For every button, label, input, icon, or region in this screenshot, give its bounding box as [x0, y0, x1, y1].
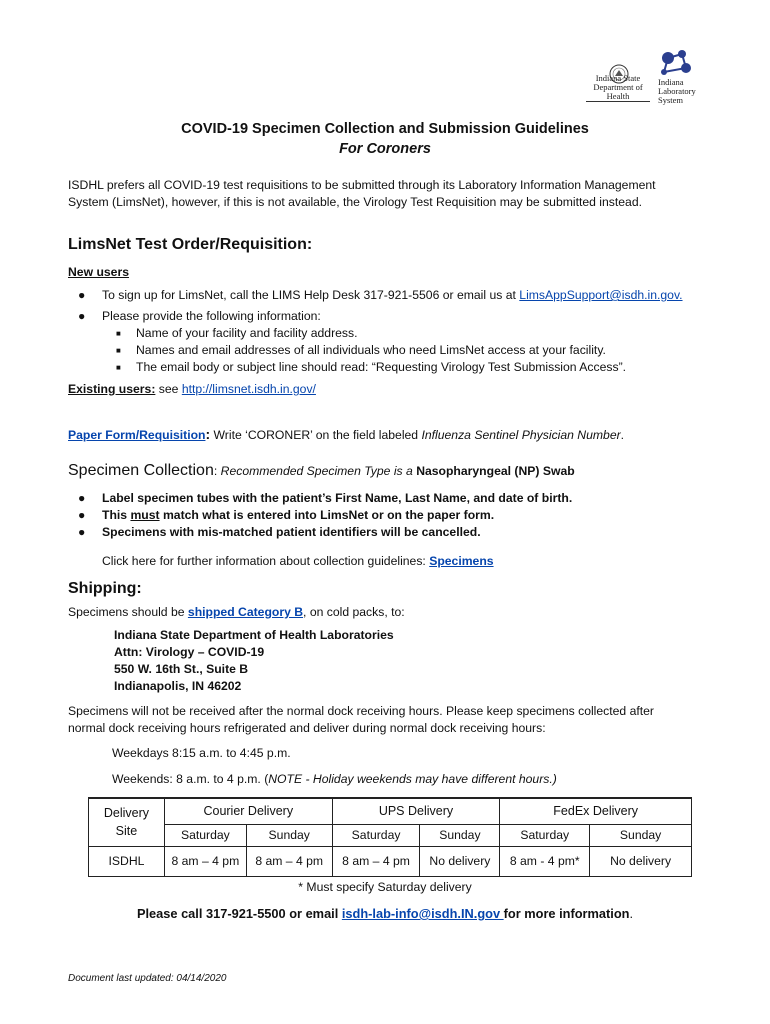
day-header: Saturday — [164, 824, 246, 846]
lab-logo-line3: System — [658, 95, 684, 105]
title-line1: COVID-19 Specimen Collection and Submission Guidelines — [181, 121, 589, 137]
day-header: Sunday — [420, 824, 500, 846]
last-updated-note: Document last updated: 04/14/2020 — [68, 973, 227, 984]
signup-text: To sign up for LimsNet, call the LIMS Help Desk 317-921-5506 or email us at — [102, 288, 520, 302]
delivery-schedule-table — [88, 797, 692, 877]
hours-line2: normal dock receiving hours refrigerated and deliver during normal dock receiving hours: — [68, 721, 546, 735]
list-item — [78, 308, 742, 325]
receiving-hours-paragraph — [68, 703, 728, 737]
shipping-text-a: Specimens should be — [68, 605, 188, 619]
intro-line2: System (LimsNet), however, if this is not available, the Virology Test Requisition may be submitted instead. — [68, 195, 642, 209]
intro-line1: ISDHL prefers all COVID-19 test requisitions to be submitted through its Laboratory Information Management — [68, 178, 656, 192]
title-line2: For Coroners — [339, 141, 431, 157]
weekends-hours-line — [112, 772, 557, 786]
bullet-icon: ● — [78, 309, 86, 323]
paper-form-link[interactable]: Paper Form/Requisition — [68, 428, 206, 442]
sub-item-text: The email body or subject line should read: “Requesting Virology Test Submission Access”. — [136, 360, 627, 374]
collection-colon: : — [213, 464, 221, 478]
list-item — [116, 325, 736, 342]
delivery-site-header-text: Delivery Site — [103, 806, 150, 839]
match-text-b: match what is entered into LimsNet or on the paper form. — [159, 508, 495, 522]
limsnet-url-link[interactable]: http://limsnet.isdh.in.gov/ — [181, 382, 316, 396]
lims-support-email-link[interactable]: LimsAppSupport@isdh.in.gov. — [519, 288, 683, 302]
collection-list — [78, 490, 742, 541]
list-item — [116, 359, 736, 376]
address-line: 550 W. 16th St., Suite B — [114, 662, 249, 676]
ups-header: UPS Delivery — [332, 798, 500, 824]
contact-text-a: Please call 317-921-5500 or email — [136, 906, 342, 921]
table-cell: 8 am – 4 pm — [332, 846, 420, 876]
new-users-label: New users — [68, 265, 129, 279]
list-item — [78, 507, 742, 524]
new-users-list — [78, 287, 742, 325]
list-item — [116, 342, 736, 359]
holiday-note: NOTE - Holiday weekends may have different hours.) — [268, 772, 557, 786]
table-cell: No delivery — [590, 846, 692, 876]
existing-users-label: Existing users: — [68, 382, 156, 396]
list-item — [78, 490, 742, 507]
label-tubes-text: Label specimen tubes with the patient’s First Name, Last Name, and date of birth. — [102, 491, 573, 505]
day-header: Saturday — [332, 824, 420, 846]
site-cell: ISDHL — [89, 846, 165, 876]
lab-logo-line1: Indiana — [658, 77, 684, 87]
table-header-row — [89, 798, 692, 824]
shipped-category-b-link[interactable]: shipped Category B — [187, 605, 304, 619]
bullet-icon: ● — [78, 491, 86, 505]
shipping-address — [114, 627, 394, 695]
table-footnote: * Must specify Saturday delivery — [298, 880, 472, 894]
square-bullet-icon: ■ — [116, 329, 121, 338]
paper-form-line — [68, 426, 624, 442]
address-line: Indianapolis, IN 46202 — [114, 679, 242, 693]
specimens-link[interactable]: Specimens — [429, 554, 494, 568]
info-sublist — [116, 325, 736, 376]
paper-form-field: Influenza Sentinel Physician Number — [421, 428, 621, 442]
fedex-header: FedEx Delivery — [500, 798, 692, 824]
weekdays-hours: Weekdays 8:15 a.m. to 4:45 p.m. — [112, 746, 291, 760]
isdh-logo — [586, 62, 650, 101]
shipping-line — [68, 605, 405, 619]
delivery-site-header — [89, 798, 165, 846]
existing-users-line — [68, 382, 316, 396]
intro-paragraph — [68, 177, 718, 211]
table-cell: 8 am – 4 pm — [164, 846, 246, 876]
isdh-logo-line2: Department of Health — [586, 83, 650, 102]
lab-system-logo — [654, 48, 700, 110]
table-row — [89, 846, 692, 876]
recommended-swab: Nasopharyngeal (NP) Swab — [416, 464, 575, 478]
provide-info-text: Please provide the following information: — [102, 309, 321, 323]
recommended-text: Recommended Specimen Type is a — [220, 464, 417, 478]
day-header: Saturday — [500, 824, 590, 846]
hours-line1: Specimens will not be received after the normal dock receiving hours. Please keep specimens collected after — [68, 704, 654, 718]
list-item — [78, 524, 742, 541]
table-day-row — [89, 824, 692, 846]
square-bullet-icon: ■ — [116, 346, 121, 355]
existing-users-text: see — [155, 382, 182, 396]
isdh-logo-line1: Indiana State — [595, 73, 641, 83]
address-line: Attn: Virology – COVID-19 — [114, 645, 265, 659]
limsnet-heading: LimsNet Test Order/Requisition: — [68, 236, 313, 253]
contact-period: . — [629, 906, 634, 921]
bullet-icon: ● — [78, 525, 86, 539]
weekends-text: Weekends: 8 a.m. to 4 p.m. ( — [112, 772, 269, 786]
lab-molecule-icon — [654, 48, 700, 78]
lab-info-email-link[interactable]: isdh-lab-info@isdh.IN.gov — [341, 906, 504, 921]
document-title — [0, 121, 770, 157]
collection-heading-line — [68, 462, 575, 480]
address-line: Indiana State Department of Health Laboratories — [114, 628, 394, 642]
more-info-line — [102, 554, 494, 568]
collection-heading: Specimen Collection — [68, 462, 214, 479]
header-logos — [586, 48, 702, 110]
more-info-text: Click here for further information about collection guidelines: — [102, 554, 430, 568]
list-item — [78, 287, 742, 304]
shipping-heading: Shipping: — [68, 580, 142, 597]
day-header: Sunday — [246, 824, 332, 846]
paper-form-colon: : — [205, 426, 211, 442]
paper-form-period: . — [620, 428, 625, 442]
bullet-icon: ● — [78, 508, 86, 522]
sub-item-text: Name of your facility and facility address. — [136, 326, 358, 340]
mismatch-text: Specimens with mis-matched patient identifiers will be cancelled. — [102, 525, 481, 539]
match-text-a: This — [102, 508, 131, 522]
sub-item-text: Names and email addresses of all individuals who need LimsNet access at your facility. — [136, 343, 606, 357]
day-header: Sunday — [590, 824, 692, 846]
table-cell: 8 am - 4 pm* — [500, 846, 590, 876]
contact-line — [0, 906, 770, 921]
must-text: must — [130, 508, 160, 522]
courier-header: Courier Delivery — [164, 798, 332, 824]
lab-logo-line2: Laboratory — [658, 86, 696, 96]
square-bullet-icon: ■ — [116, 363, 121, 372]
table-cell: 8 am – 4 pm — [246, 846, 332, 876]
shipping-text-b: , on cold packs, to: — [303, 605, 405, 619]
bullet-icon: ● — [78, 288, 86, 302]
contact-text-b: for more information — [503, 906, 630, 921]
table-cell: No delivery — [420, 846, 500, 876]
paper-form-text: Write ‘CORONER’ on the field labeled — [210, 428, 422, 442]
